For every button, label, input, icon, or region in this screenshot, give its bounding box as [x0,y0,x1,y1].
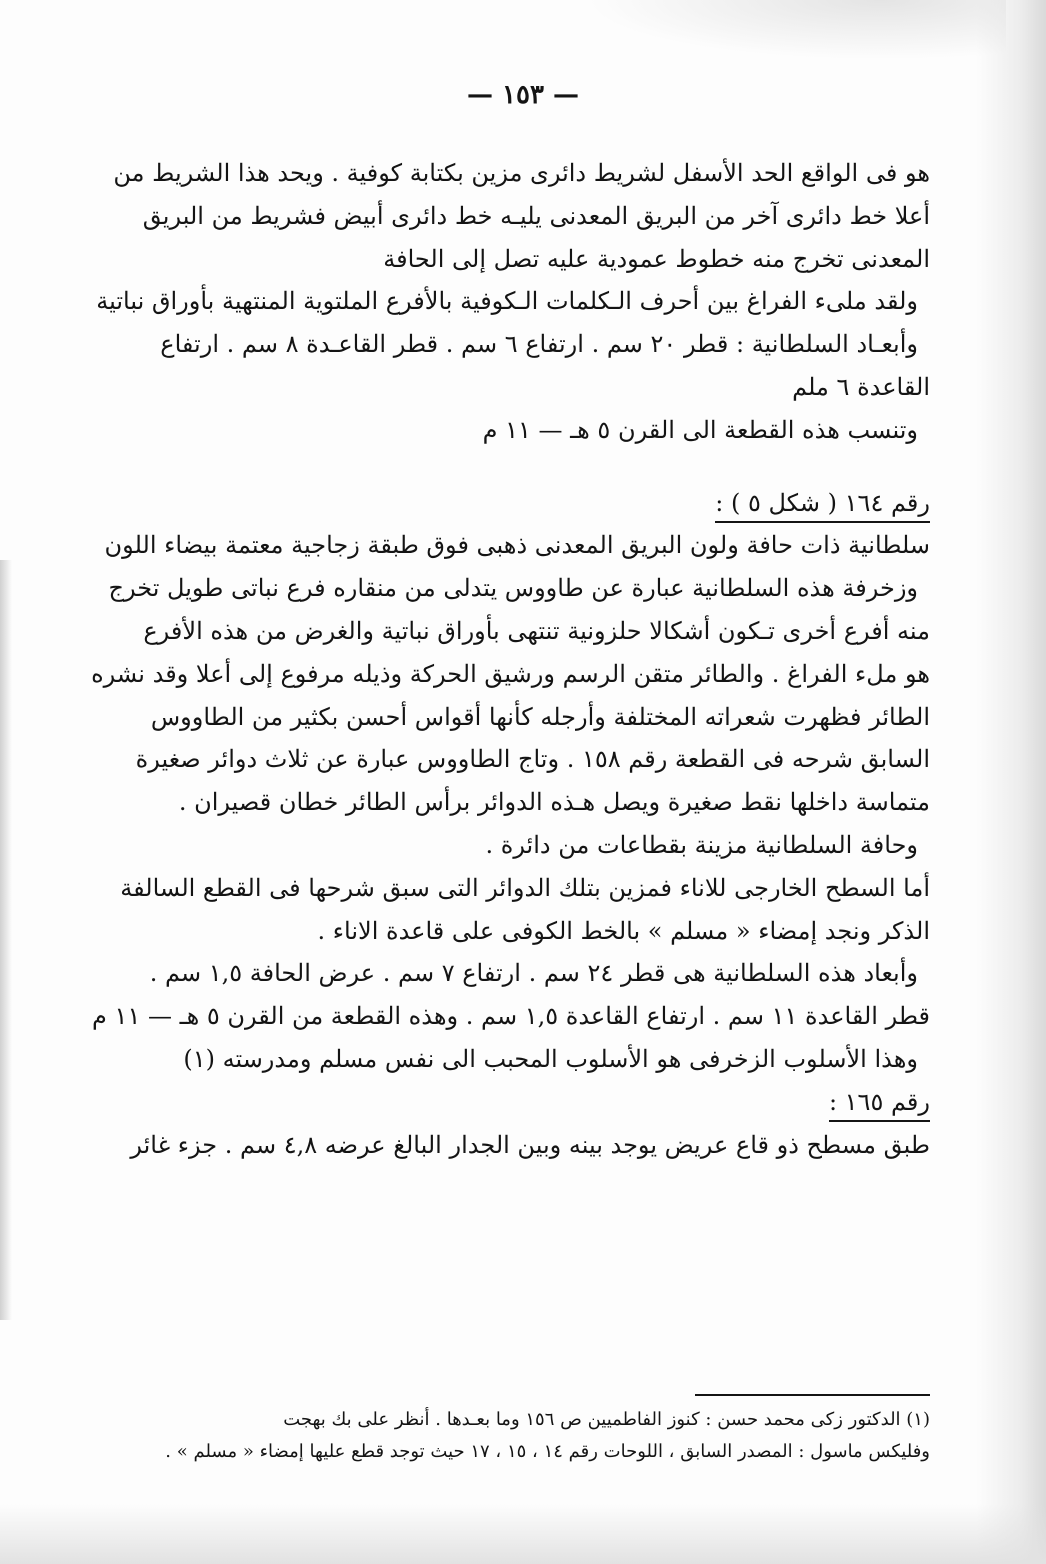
paragraph-line: الذكر ونجد إمضاء « مسلم » بالخط الكوفى على قاعدة الاناء . [317,916,930,945]
page-binding-shadow [0,560,12,1320]
paragraph-line: الطائر فظهرت شعراته المختلفة وأرجله كأنها أقواس أحسن بكثير من الطاووس [150,702,930,731]
paragraph-line: وتنسب هذه القطعة الى القرن ٥ هـ — ١١ م [482,415,918,444]
paragraph-line: متماسة داخلها نقط صغيرة ويصل هـذه الدوائر برأس الطائر خطان قصيران . [178,788,930,817]
paragraph-line: منه أفرع أخرى تـكون أشكالا حلزونية تنتهى بأوراق نباتية والغرض من هذه الأفرع [143,616,930,645]
item-heading-164 [118,482,930,525]
item-heading-text: رقم ١٦٥ : [829,1084,930,1122]
paragraph-line: وأبعاد هذه السلطانية هى قطر ٢٤ سم . ارتفاع ٧ سم . عرض الحافة ١,٥ سم . [149,959,918,988]
paragraph-line: ولقد ملىء الفراغ بين أحرف الـكلمات الـكوفية بالأفرع الملتوية المنتهية بأوراق نباتية [96,287,918,316]
section-gap [118,452,930,482]
footnote-line: وفليكس ماسول : المصدر السابق ، اللوحات رقم ١٤ ، ١٥ ، ١٧ حيث توجد قطع عليها إمضاء « مسلم » . [165,1441,930,1462]
page-bottom-shadow [0,1504,1046,1564]
page-number: — ١٥٣ — [466,80,580,110]
paragraph-line: قطر القاعدة ١١ سم . ارتفاع القاعدة ١,٥ سم . وهذه القطعة من القرن ٥ هـ — ١١ م [92,1002,930,1031]
footnotes [118,1404,930,1468]
footnote-divider [695,1394,930,1396]
page-edge-shadow [976,0,1046,1564]
paragraph-line: أعلا خط دائرى آخر من البريق المعدنى يليـه خط دائرى أبيض فشريط من البريق [142,201,930,230]
item-heading-165 [118,1081,930,1124]
paragraph-line: وحافة السلطانية مزينة بقطاعات من دائرة . [485,830,918,859]
paragraph-line: هو ملء الفراغ . والطائر متقن الرسم ورشيق الحركة وذيله مرفوع إلى أعلا وقد نشره [91,659,930,688]
body-text [91,152,930,1166]
paragraph-line: سلطانية ذات حافة ولون البريق المعدنى ذهبى فوق طبقة زجاجية معتمة بيضاء اللون [104,531,930,560]
paragraph-line: طبق مسطح ذو قاع عريض يوجد بينه وبين الجدار البالغ عرضه ٤,٨ سم . جزء غائر [130,1130,930,1159]
paragraph-line: وأبعـاد السلطانية : قطر ٢٠ سم . ارتفاع ٦ سم . قطر القاعـدة ٨ سم . ارتفاع [160,330,918,359]
paragraph-line: وهذا الأسلوب الزخرفى هو الأسلوب المحبب الى نفس مسلم ومدرسته (١) [183,1044,918,1073]
footnote-line: (١) الدكتور زكى محمد حسن : كنوز الفاطميين ص ١٥٦ وما بعـدها . أنظر على بك بهجت [283,1409,930,1430]
paragraph-line: المعدنى تخرج منه خطوط عمودية عليه تصل إلى الحافة [383,244,930,273]
paragraph-line: أما السطح الخارجى للاناء فمزين بتلك الدوائر التى سبق شرحها فى القطع السالفة [120,873,930,902]
page-fold-shadow [586,0,1006,60]
paragraph-line: القاعدة ٦ ملم [792,372,930,401]
item-heading-text: رقم ١٦٤ ( شكل ٥ ) : [715,485,930,523]
paragraph-line: السابق شرحه فى القطعة رقم ١٥٨ . وتاج الطاووس عبارة عن ثلاث دوائر صغيرة [135,745,930,774]
paragraph-line: وزخرفة هذه السلطانية عبارة عن طاووس يتدلى من منقاره فرع نباتى طويل تخرج [108,574,918,603]
paragraph-line: هو فى الواقع الحد الأسفل لشريط دائرى مزين بكتابة كوفية . ويحد هذا الشريط من [113,159,930,187]
